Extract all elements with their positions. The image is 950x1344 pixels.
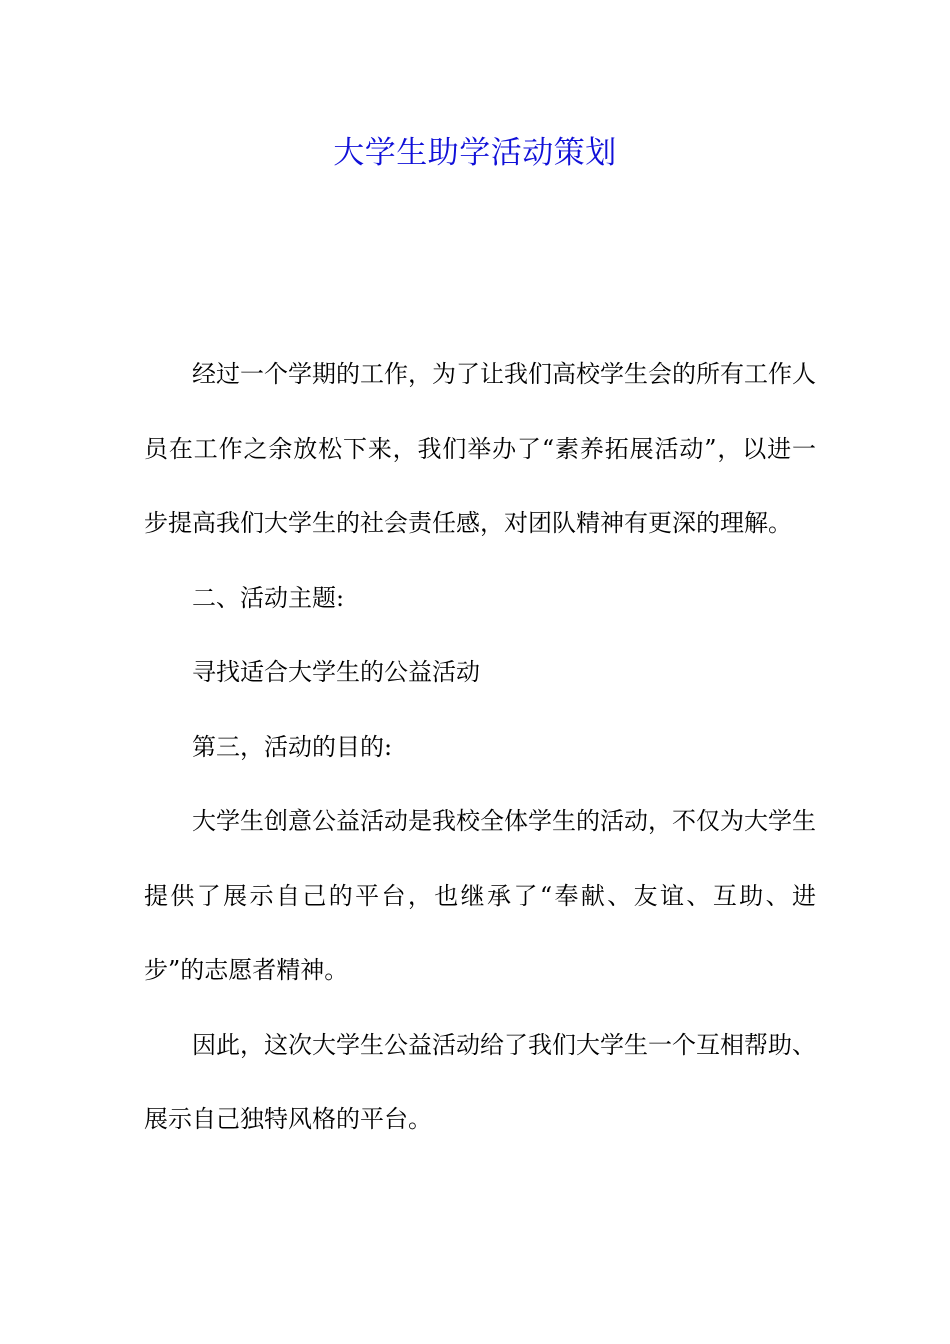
document-body bbox=[144, 337, 816, 1157]
paragraph-purpose: 大学生创意公益活动是我校全体学生的活动，不仅为大学生提供了展示自己的平台，也继承了“奉献、友谊、互助、进步”的志愿者精神。 bbox=[144, 807, 816, 984]
document-title: 大学生助学活动策划 bbox=[333, 135, 617, 171]
paragraph-intro: 经过一个学期的工作，为了让我们高校学生会的所有工作人员在工作之余放松下来，我们举办了“素养拓展活动”，以进一步提高我们大学生的社会责任感，对团队精神有更深的理解。 bbox=[144, 360, 816, 537]
paragraph-section-purpose-heading: 第三，活动的目的: bbox=[192, 732, 393, 761]
paragraph-section-theme-heading: 二、活动主题: bbox=[192, 583, 345, 612]
paragraph-conclusion: 因此，这次大学生公益活动给了我们大学生一个互相帮助、展示自己独特风格的平台。 bbox=[144, 1030, 816, 1133]
paragraph-theme: 寻找适合大学生的公益活动 bbox=[192, 658, 480, 686]
